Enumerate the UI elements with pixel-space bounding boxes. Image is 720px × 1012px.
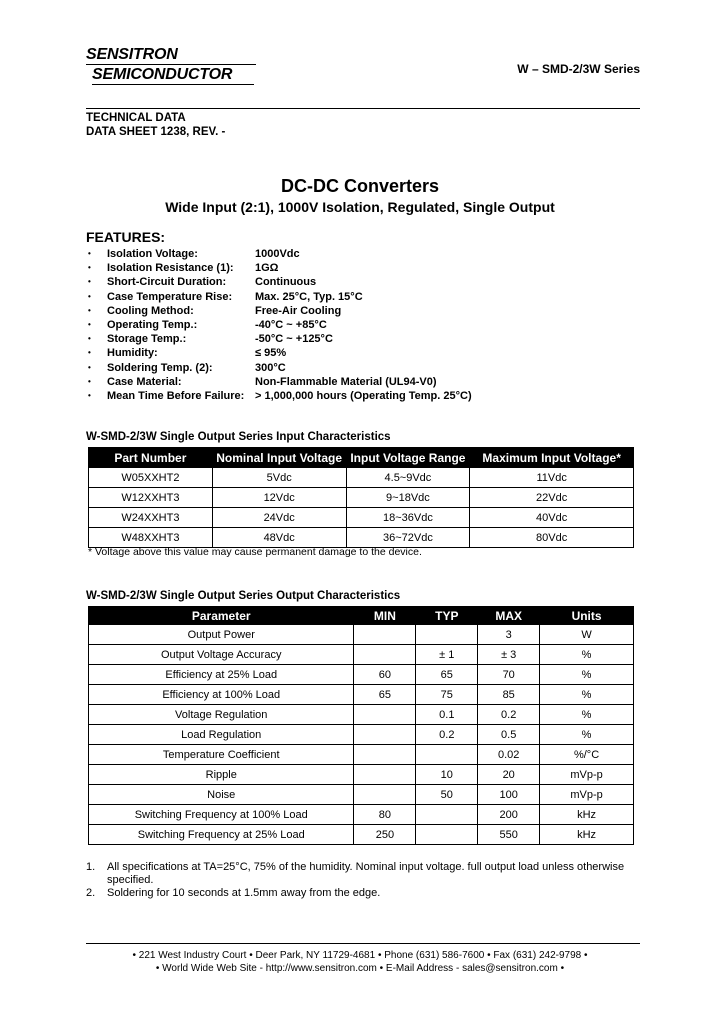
table-cell: Switching Frequency at 25% Load <box>89 825 354 845</box>
table-row <box>89 785 634 805</box>
table-cell: Temperature Coefficient <box>89 745 354 765</box>
table-cell: W24XXHT3 <box>89 508 213 528</box>
table-row <box>89 765 634 785</box>
column-header: Parameter <box>89 607 354 625</box>
feature-item <box>86 318 586 332</box>
table-cell: 65 <box>354 685 416 705</box>
feature-item <box>86 375 586 389</box>
feature-label: Storage Temp.: <box>107 333 187 346</box>
bullet-icon: • <box>88 334 91 344</box>
table-cell: W <box>540 625 634 645</box>
table-cell: W48XXHT3 <box>89 528 213 548</box>
bullet-icon: • <box>88 305 91 315</box>
table-cell: ± 1 <box>416 645 478 665</box>
table-header-row <box>89 448 634 468</box>
output-table-heading: W-SMD-2/3W Single Output Series Output Characteristics <box>86 590 401 602</box>
feature-item <box>86 346 586 360</box>
table-cell: ± 3 <box>478 645 540 665</box>
feature-label: Cooling Method: <box>107 304 194 317</box>
bullet-icon: • <box>88 263 91 273</box>
tech-data-block <box>86 111 225 139</box>
feature-item <box>86 332 586 346</box>
table-cell: W12XXHT3 <box>89 488 213 508</box>
feature-label: Case Temperature Rise: <box>107 290 233 303</box>
table-cell: 200 <box>478 805 540 825</box>
table-cell: 24Vdc <box>212 508 346 528</box>
table-cell <box>416 805 478 825</box>
page-title: DC-DC Converters <box>280 176 440 196</box>
footnote-text: All specifications at TA=25°C, 75% of the humidity. Nominal input voltage. full output load unless otherwise specified. <box>107 861 625 886</box>
feature-value: Non-Flammable Material (UL94-V0) <box>255 375 437 388</box>
table-cell: Output Voltage Accuracy <box>89 645 354 665</box>
table-cell: 20 <box>478 765 540 785</box>
table-cell: 250 <box>354 825 416 845</box>
features-heading: FEATURES: <box>86 229 166 245</box>
table-cell: mVp-p <box>540 765 634 785</box>
table-cell: 100 <box>478 785 540 805</box>
feature-label: Short-Circuit Duration: <box>107 276 227 289</box>
feature-item <box>86 261 586 275</box>
table-cell <box>416 625 478 645</box>
footnote-number: 1. <box>86 861 96 873</box>
input-characteristics-table <box>88 447 634 548</box>
feature-value: ≤ 95% <box>255 347 287 360</box>
column-header: Part Number <box>89 448 213 468</box>
table-cell <box>416 745 478 765</box>
table-row <box>89 745 634 765</box>
header-divider <box>86 108 640 109</box>
table-cell: W05XXHT2 <box>89 468 213 488</box>
table-cell <box>354 625 416 645</box>
bullet-icon: • <box>88 390 91 400</box>
table-cell: 9~18Vdc <box>346 488 470 508</box>
table-cell: 5Vdc <box>212 468 346 488</box>
bullet-icon: • <box>88 376 91 386</box>
table-cell: 0.5 <box>478 725 540 745</box>
table-row <box>89 685 634 705</box>
table-cell <box>354 765 416 785</box>
column-header: Input Voltage Range <box>346 448 470 468</box>
table-cell: 22Vdc <box>470 488 634 508</box>
table-cell: kHz <box>540 825 634 845</box>
table-cell: Efficiency at 100% Load <box>89 685 354 705</box>
table-cell: Load Regulation <box>89 725 354 745</box>
table-cell: % <box>540 645 634 665</box>
feature-item <box>86 247 586 261</box>
footnote-2 <box>86 887 646 900</box>
table-cell <box>354 645 416 665</box>
table-cell <box>354 745 416 765</box>
table-cell <box>354 705 416 725</box>
bullet-icon: • <box>88 319 91 329</box>
tech-data-label: TECHNICAL DATA <box>86 112 186 124</box>
table-cell: 550 <box>478 825 540 845</box>
logo-underline-2 <box>92 84 254 85</box>
table-cell: kHz <box>540 805 634 825</box>
table-cell: Ripple <box>89 765 354 785</box>
table-cell <box>416 825 478 845</box>
feature-value: 300°C <box>255 361 286 374</box>
bullet-icon: • <box>88 348 91 358</box>
feature-value: Free-Air Cooling <box>255 304 342 317</box>
table-cell: 70 <box>478 665 540 685</box>
footer-web: • World Wide Web Site - http://www.sensitron.com • E-Mail Address - sales@sensitron.com • <box>155 963 565 974</box>
footnote-number: 2. <box>86 887 96 899</box>
series-label: W – SMD-2/3W Series <box>517 62 640 76</box>
output-characteristics-table <box>88 606 634 845</box>
table-cell: % <box>540 665 634 685</box>
feature-label: Mean Time Before Failure: <box>107 389 245 402</box>
table-row <box>89 468 634 488</box>
feature-item <box>86 304 586 318</box>
table-cell: 0.1 <box>416 705 478 725</box>
table-header-row <box>89 607 634 625</box>
logo-underline-1 <box>86 64 256 65</box>
features-list <box>86 247 586 403</box>
table-cell: mVp-p <box>540 785 634 805</box>
feature-label: Operating Temp.: <box>107 318 198 331</box>
table-cell: 80Vdc <box>470 528 634 548</box>
logo-line-1: SENSITRON <box>86 46 178 63</box>
table-cell: 0.2 <box>416 725 478 745</box>
bullet-icon: • <box>88 362 91 372</box>
bullet-icon: • <box>88 291 91 301</box>
bullet-icon: • <box>88 277 91 287</box>
column-header: Maximum Input Voltage* <box>470 448 634 468</box>
table-cell: 0.02 <box>478 745 540 765</box>
footer-divider <box>86 943 640 944</box>
table-cell: 50 <box>416 785 478 805</box>
table-cell <box>354 785 416 805</box>
feature-label: Soldering Temp. (2): <box>107 361 213 374</box>
table-cell: 11Vdc <box>470 468 634 488</box>
table-cell: % <box>540 685 634 705</box>
table-cell: 4.5~9Vdc <box>346 468 470 488</box>
table-cell: 80 <box>354 805 416 825</box>
feature-value: -40°C ~ +85°C <box>255 318 327 331</box>
table-row <box>89 488 634 508</box>
table-cell: 65 <box>416 665 478 685</box>
feature-value: > 1,000,000 hours (Operating Temp. 25°C) <box>255 389 472 402</box>
feature-item <box>86 389 586 403</box>
table-cell: Switching Frequency at 100% Load <box>89 805 354 825</box>
table-cell: 12Vdc <box>212 488 346 508</box>
column-header: TYP <box>416 607 478 625</box>
table-cell: 10 <box>416 765 478 785</box>
table-cell: 75 <box>416 685 478 705</box>
column-header: MIN <box>354 607 416 625</box>
table-cell: Noise <box>89 785 354 805</box>
table-cell: 60 <box>354 665 416 685</box>
table-cell: 36~72Vdc <box>346 528 470 548</box>
feature-value: 1000Vdc <box>255 248 300 260</box>
table-cell: 40Vdc <box>470 508 634 528</box>
table-cell: 48Vdc <box>212 528 346 548</box>
table-row <box>89 725 634 745</box>
footer-address: • 221 West Industry Court • Deer Park, NY 11729-4681 • Phone (631) 586-7600 • Fax (631) 242-9798 • <box>132 950 588 961</box>
table-cell: Output Power <box>89 625 354 645</box>
table-cell: Voltage Regulation <box>89 705 354 725</box>
table-row <box>89 625 634 645</box>
column-header: Units <box>540 607 634 625</box>
feature-label: Case Material: <box>107 375 182 388</box>
table-row <box>89 665 634 685</box>
table-row <box>89 508 634 528</box>
input-table-heading: W-SMD-2/3W Single Output Series Input Characteristics <box>86 431 391 443</box>
feature-item <box>86 361 586 375</box>
logo-line-2: SEMICONDUCTOR <box>92 66 233 83</box>
feature-label: Isolation Voltage: <box>107 248 198 260</box>
table-row <box>89 825 634 845</box>
table-cell: 18~36Vdc <box>346 508 470 528</box>
table-cell: 0.2 <box>478 705 540 725</box>
bullet-icon: • <box>88 249 91 258</box>
table-cell: 85 <box>478 685 540 705</box>
table-row <box>89 645 634 665</box>
column-header: MAX <box>478 607 540 625</box>
table-row <box>89 805 634 825</box>
table-cell <box>354 725 416 745</box>
table-row <box>89 705 634 725</box>
footnote-text: Soldering for 10 seconds at 1.5mm away from the edge. <box>107 887 381 899</box>
column-header: Nominal Input Voltage <box>212 448 346 468</box>
data-sheet-label: DATA SHEET 1238, REV. - <box>86 126 226 138</box>
feature-value: -50°C ~ +125°C <box>255 333 333 346</box>
table-row <box>89 528 634 548</box>
table-cell: Efficiency at 25% Load <box>89 665 354 685</box>
table-cell: %/°C <box>540 745 634 765</box>
feature-item <box>86 290 586 304</box>
table-cell: 3 <box>478 625 540 645</box>
feature-value: Continuous <box>255 276 317 289</box>
footnote-1 <box>86 861 646 887</box>
page-subtitle: Wide Input (2:1), 1000V Isolation, Regulated, Single Output <box>165 199 555 215</box>
input-table-note: * Voltage above this value may cause permanent damage to the device. <box>88 546 422 558</box>
table-cell: % <box>540 725 634 745</box>
feature-value: 1GΩ <box>255 262 279 275</box>
feature-item <box>86 275 586 289</box>
table-cell: % <box>540 705 634 725</box>
feature-label: Humidity: <box>107 347 158 360</box>
feature-label: Isolation Resistance (1): <box>107 262 234 275</box>
feature-value: Max. 25°C, Typ. 15°C <box>255 290 363 303</box>
